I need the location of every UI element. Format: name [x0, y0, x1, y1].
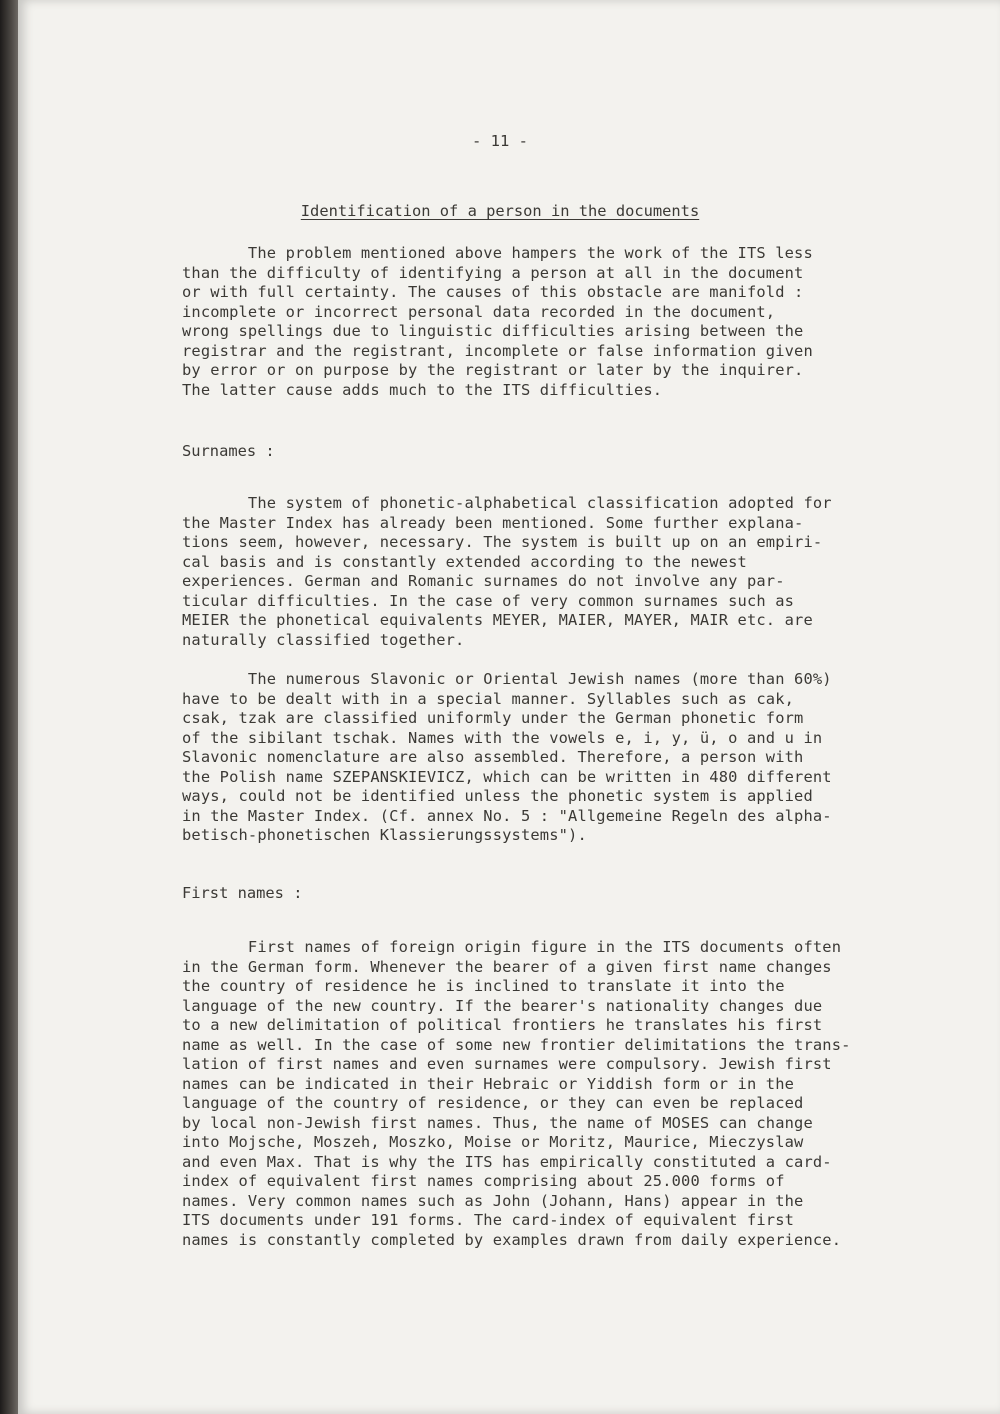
- text-line: the country of residence he is inclined to translate it into the: [182, 977, 785, 995]
- text-line: by error or on purpose by the registrant or later by the inquirer.: [182, 361, 804, 379]
- surnames-heading: Surnames :: [182, 442, 275, 460]
- text-line: csak, tzak are classified uniformly under the German phonetic form: [182, 709, 804, 727]
- surnames-paragraph-2: [182, 670, 942, 846]
- text-line: MEIER the phonetical equivalents MEYER, MAIER, MAYER, MAIR etc. are: [182, 611, 813, 629]
- section-title: Identification of a person in the documents: [300, 202, 700, 220]
- text-line: The numerous Slavonic or Oriental Jewish names (more than 60%): [182, 670, 832, 688]
- text-line: of the sibilant tschak. Names with the vowels e, i, y, ü, o and u in: [182, 728, 823, 747]
- intro-paragraph: [182, 244, 942, 400]
- text-line: the Polish name SZEPANSKIEVICZ, which can be written in 480 different: [182, 767, 832, 786]
- text-line: betisch-phonetischen Klassierungssystems").: [182, 826, 587, 844]
- text-line: to a new delimitation of political frontiers he translates his first: [182, 1016, 823, 1034]
- text-line: in the German form. Whenever the bearer of a given first name changes: [182, 957, 832, 976]
- text-line: The system of phonetic-alphabetical classification adopted for: [182, 494, 832, 512]
- text-line: tions seem, however, necessary. The system is built up on an empiri-: [182, 533, 823, 551]
- first-names-paragraph: [182, 938, 942, 1250]
- text-line: index of equivalent first names comprising about 25.000 forms of: [182, 1172, 785, 1190]
- text-line: registrar and the registrant, incomplete or false information given: [182, 341, 813, 360]
- text-line: lation of first names and even surnames were compulsory. Jewish first: [182, 1055, 832, 1073]
- text-line: ITS documents under 191 forms. The card-index of equivalent first: [182, 1211, 795, 1229]
- text-line: naturally classified together.: [182, 630, 465, 649]
- text-line: cal basis and is constantly extended according to the newest: [182, 552, 747, 571]
- text-line: language of the new country. If the bearer's nationality changes due: [182, 996, 823, 1015]
- text-line: incomplete or incorrect personal data recorded in the document,: [182, 302, 776, 321]
- text-line: language of the country of residence, or they can even be replaced: [182, 1094, 804, 1112]
- text-line: names. Very common names such as John (Johann, Hans) appear in the: [182, 1191, 804, 1210]
- first-names-heading: First names :: [182, 884, 303, 902]
- text-line: The latter cause adds much to the ITS difficulties.: [182, 380, 663, 399]
- text-line: than the difficulty of identifying a person at all in the document: [182, 263, 804, 282]
- text-line: names can be indicated in their Hebraic or Yiddish form or in the: [182, 1074, 795, 1093]
- text-line: wrong spellings due to linguistic difficulties arising between the: [182, 322, 804, 340]
- text-line: by local non-Jewish first names. Thus, the name of MOSES can change: [182, 1113, 813, 1132]
- text-line: in the Master Index. (Cf. annex No. 5 : "Allgemeine Regeln des alpha-: [182, 806, 832, 825]
- text-line: The problem mentioned above hampers the work of the ITS less: [182, 244, 813, 262]
- text-line: the Master Index has already been mentioned. Some further explana-: [182, 513, 804, 532]
- page-number: - 11 -: [472, 132, 528, 150]
- text-line: have to be dealt with in a special manner. Syllables such as cak,: [182, 689, 795, 708]
- surnames-paragraph-1: [182, 494, 942, 650]
- text-line: First names of foreign origin figure in the ITS documents often: [182, 938, 842, 956]
- text-line: experiences. German and Romanic surnames do not involve any par-: [182, 572, 785, 590]
- text-line: or with full certainty. The causes of this obstacle are manifold :: [182, 283, 804, 301]
- text-line: name as well. In the case of some new frontier delimitations the trans-: [182, 1035, 851, 1054]
- text-line: Slavonic nomenclature are also assembled. Therefore, a person with: [182, 748, 804, 766]
- text-line: into Mojsche, Moszeh, Moszko, Moise or Moritz, Maurice, Mieczyslaw: [182, 1133, 804, 1151]
- text-line: and even Max. That is why the ITS has empirically constituted a card-: [182, 1152, 832, 1171]
- text-line: ticular difficulties. In the case of very common surnames such as: [182, 591, 795, 610]
- text-line: names is constantly completed by examples drawn from daily experience.: [182, 1230, 842, 1249]
- text-line: ways, could not be identified unless the phonetic system is applied: [182, 787, 813, 805]
